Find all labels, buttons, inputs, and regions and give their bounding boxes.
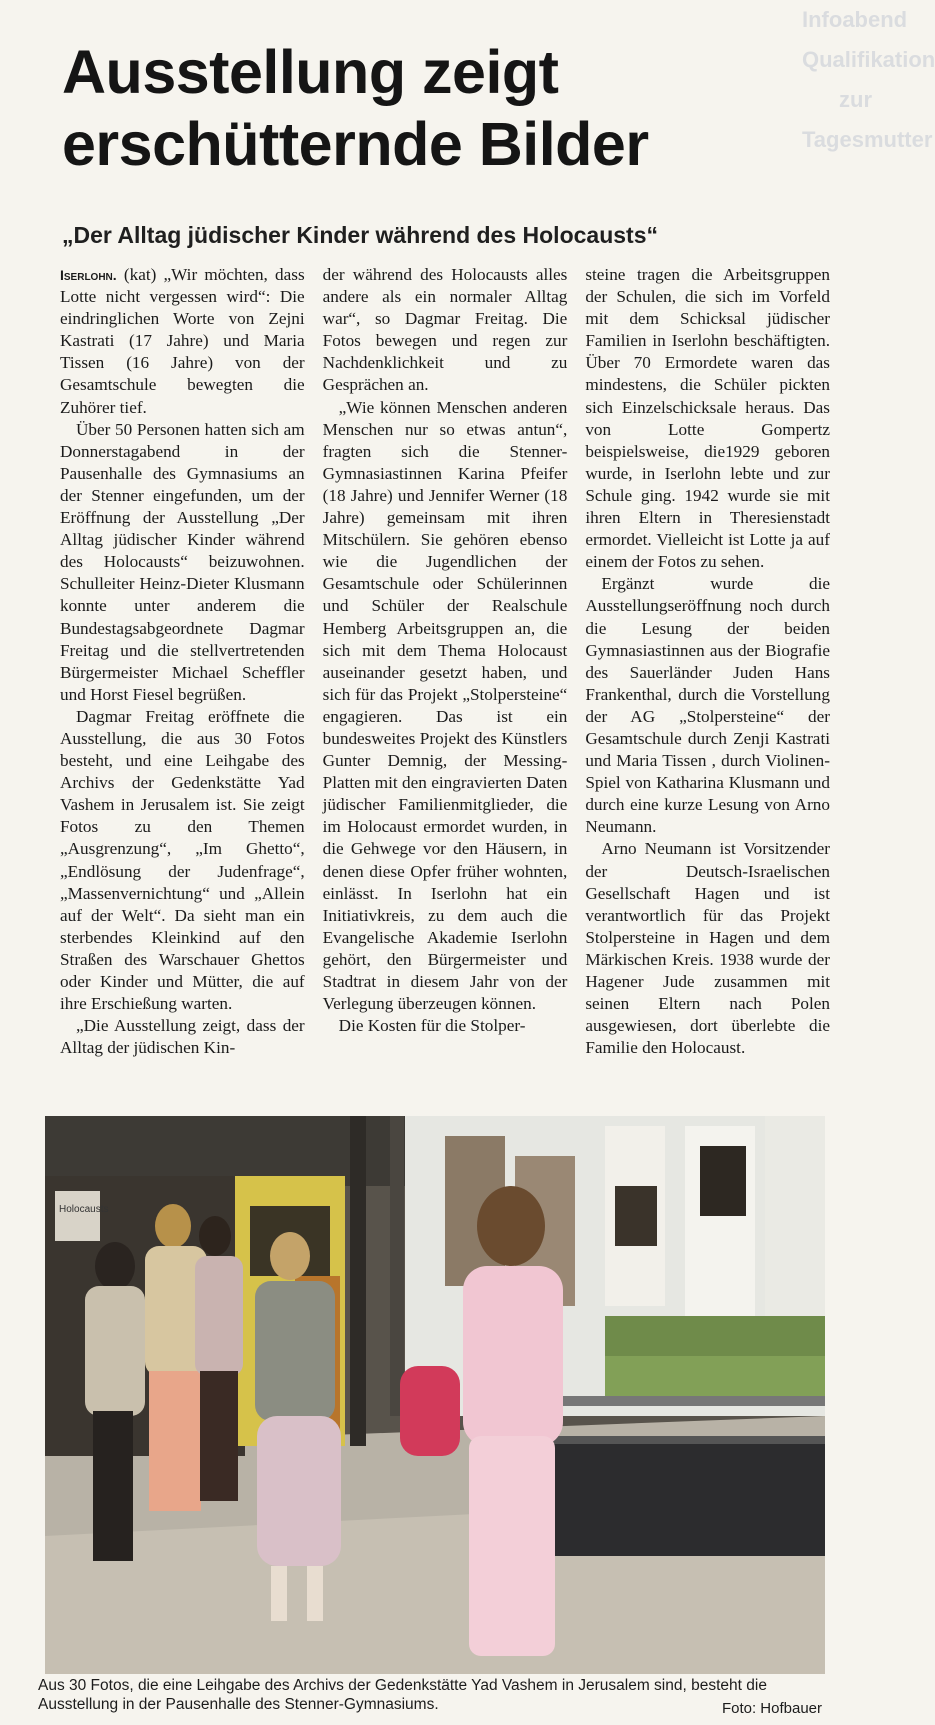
bleed-line: zur Tagesmutter xyxy=(802,87,933,152)
subheadline: „Der Alltag jüdischer Kinder während des Holocausts“ xyxy=(62,222,659,248)
paragraph: der während des Holocausts alles andere als ein normaler Alltag war“, so Dagmar Freitag. Die Fotos bewegen und regen zur Nachdenklichkeit und zu Gesprächen an. xyxy=(322,265,568,395)
paragraph xyxy=(60,264,305,419)
headline-line-2: erschütternde Bilder xyxy=(62,110,649,178)
headline-line-1: Ausstellung zeigt xyxy=(62,38,559,106)
paragraph: Arno Neumann ist Vorsitzender der Deutsch-Israelischen Gesellschaft Hagen und ist verantwortlich für das Projekt Stolpersteine in Hagen und dem Märkischen Kreis. 1938 wurde der Hagener Jude zusammen mit seinen Eltern nach Polen ausgewiesen, dort überlebte die Familie den Holocaust. xyxy=(585,839,830,1058)
headline xyxy=(62,36,802,180)
paragraph: Die Kosten für die Stolper- xyxy=(338,1016,526,1036)
paragraph: „Die Ausstellung zeigt, dass der Alltag der jüdischen Kin- xyxy=(60,1016,305,1058)
paragraph: „Wie können Menschen anderen Menschen nur so etwas antun“, fragten sich die Stenner-Gymnasiastinnen Karina Pfeifer (18 Jahre) und Jennifer Werner (18 Jahre) gemeinsam mit ihren Mitschülern. Sie gehören ebenso wie die Jugendlichen der Gesamtschule oder Schülerinnen und Schüler der Realschule Hemberg Arbeitsgruppen an, die sich mit dem Thema Holocaust auseinander gesetzt haben, und sich für das Projekt „Stolpersteine“ engagieren. Das ist ein bundesweites Projekt des Künstlers Gunter Demnig, der Messing-Platten mit den eingravierten Daten jüdischer Familienmitglieder, die im Holocaust ermordet wurden, in die Gehwege vor den Häusern, in denen diese Opfer früher wohnten, einlässt. In Iserlohn hat ein Initiativkreis, zu dem auch die Evangelische Akademie Iserlohn gehört, den Bürgermeister und Stadtrat in diesem Jahr von der Verlegung überzeugen können. xyxy=(322,397,568,1014)
bleed-line: Qualifikation xyxy=(802,47,935,72)
dateline: Iserlohn. xyxy=(60,267,117,283)
paragraph: Ergänzt wurde die Ausstellungseröffnung noch durch die Lesung der beiden Gymnasiastinnen aus der Biografie des Sauerländer Juden Hans Frankenthal, durch die Vorstellung der AG „Stolpersteine“ der Gesamtschule durch Zenji Kastrati und Maria Tissen , durch Violinen-Spiel von Katharina Klusmann und durch eine kurze Lesung von Arno Neumann. xyxy=(585,574,830,837)
photo-illustration xyxy=(45,1116,825,1674)
photo-sign-text: Holocausts xyxy=(59,1204,109,1215)
paragraph: Dagmar Freitag eröffnete die Ausstellung, die aus 30 Fotos besteht, und eine Leihgabe des Archivs der Gedenkstätte Yad Vashem in Jerusalem ist. Sie zeigt Fotos zu den Themen „Ausgrenzung“, „Im Ghetto“, „Endlösung der Judenfrage“, „Massenvernichtung“ und „Allein auf der Welt“. Da sieht man ein sterbendes Kleinkind auf den Straßen des Warschauer Ghettos oder Kinder und Mütter, die auf ihre Erschießung warten. xyxy=(60,706,305,1014)
photo-credit: Foto: Hofbauer xyxy=(721,1700,822,1717)
photo-caption: Aus 30 Fotos, die eine Leihgabe des Archivs der Gedenkstätte Yad Vashem in Jerusalem sind, besteht die Ausstellung in der Pausenhalle des Stenner-Gymnasiums. xyxy=(38,1677,767,1713)
exhibition-photo xyxy=(45,1116,825,1674)
paragraph: Über 50 Personen hatten sich am Donnerstagabend in der Pausenhalle des Gymnasiums an der Stenner eingefunden, um der Eröffnung der Ausstellung „Der Alltag jüdischer Kinder während des Holocausts“ beizuwohnen. Schulleiter Heinz-Dieter Klusmann konnte unter anderem die Bundestagsabgeordnete Dagmar Freitag und die stellvertretenden Bürgermeister Michael Scheffler und Horst Fiesel begrüßen. xyxy=(60,419,305,704)
bleed-through-text xyxy=(802,0,935,250)
paragraph-text: (kat) „Wir möchten, dass Lotte nicht vergessen wird“: Die eindringlichen Worte von Zejni Kastrati (17 Jahre) und Maria Tissen (16 Jahre) von der Gesamtschule bewegten die Zuhörer tief. xyxy=(60,265,305,417)
paragraph: steine tragen die Arbeitsgruppen der Schulen, die sich im Vorfeld mit dem Schicksal jüdischer Familien in Iserlohn beschäftigten. Über 70 Ermordete waren das mindestens, die Schüler pickten sich Einzelschicksale heraus. Das von Lotte Gompertz beispielsweise, die1929 geboren wurde, in Iserlohn lebte und zur Schule ging. 1942 wurde sie mit ihren Eltern in Theresienstadt ermordet. Vielleicht ist Lotte ja auf einem der Fotos zu sehen. xyxy=(585,265,830,572)
bleed-line: Infoabend xyxy=(802,7,908,32)
